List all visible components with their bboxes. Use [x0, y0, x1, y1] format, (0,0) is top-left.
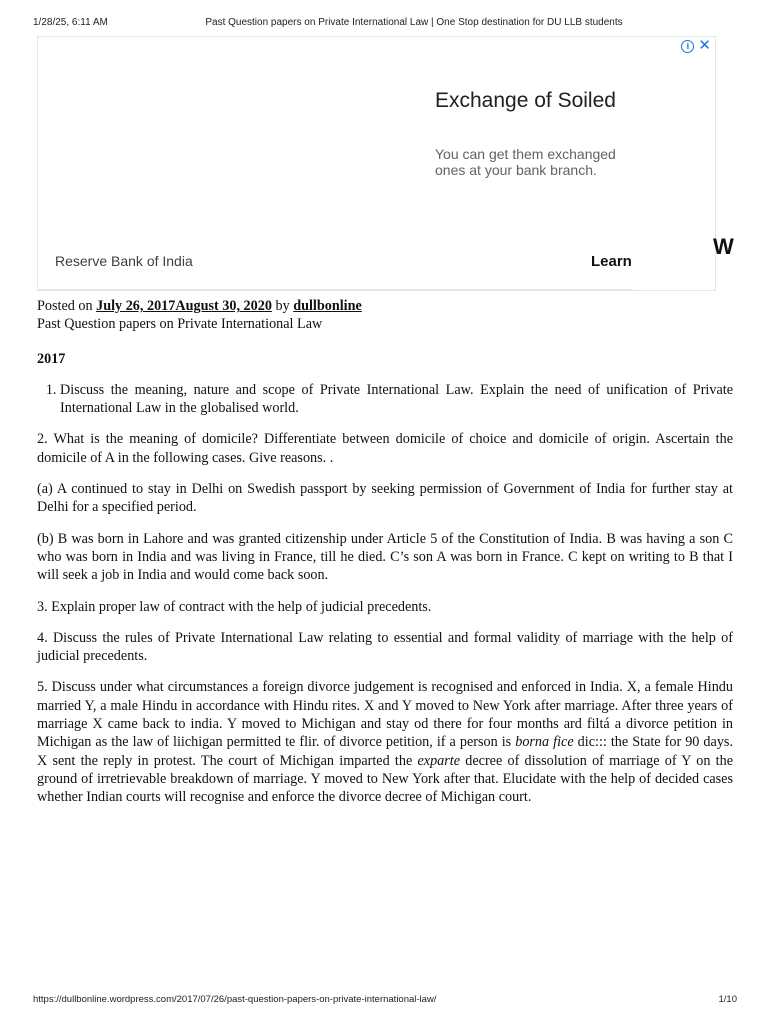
- question-5: [37, 678, 733, 806]
- print-url: https://dullbonline.wordpress.com/2017/07/26/past-question-papers-on-private-international-law/: [33, 994, 437, 1005]
- ad-controls: [681, 39, 711, 53]
- post-title: Past Question papers on Private International Law: [37, 316, 323, 333]
- print-datetime: 1/28/25, 6:11 AM: [33, 17, 108, 28]
- question-5-text: decree of dissolution of marriage of Y on the ground of irretrievable breakdown of marriage. Y moved to New York after that. Elucidate with the help of decided cases whether Indian courts will recognise and enforce the divorce decree of Michigan court.: [37, 752, 733, 806]
- question-2b: (b) B was born in Lahore and was granted citizenship under Article 5 of the Constitution of India. B was having a son C who was born in India and was living in France, till he died. C’s son A was born in France. C kept on writing to B that I will seek a job in India and would come back soon.: [37, 530, 733, 584]
- print-page-title: Past Question papers on Private International Law | One Stop destination for DU LLB students: [205, 17, 623, 28]
- question-2: 2. What is the meaning of domicile? Differentiate between domicile of choice and domicile of origin. Ascertain the domicile of A in the following cases. Give reasons. .: [37, 431, 733, 466]
- post-date-link[interactable]: July 26, 2017August 30, 2020: [96, 298, 272, 314]
- by-label: by: [275, 298, 290, 314]
- ad-divider: [38, 289, 633, 290]
- ad-learn-button[interactable]: Learn: [591, 253, 632, 270]
- info-icon[interactable]: i: [681, 40, 694, 53]
- page-number: 1/10: [718, 994, 737, 1005]
- advertisement-banner[interactable]: [37, 36, 734, 291]
- ad-body-text: You can get them exchanged ones at your bank branch.: [435, 146, 616, 178]
- author-link[interactable]: dullbonline: [293, 298, 362, 314]
- question-4: 4. Discuss the rules of Private International Law relating to essential and formal validity of marriage with the help of judicial precedents.: [37, 629, 733, 665]
- post-meta: [37, 297, 733, 315]
- question-5-latin-term: borna fice: [515, 734, 574, 751]
- question-5-text: dic::: the State for 90 days. X sent the reply in protest. The court of Michigan imparted the: [37, 734, 733, 769]
- question-list: [37, 381, 733, 418]
- ad-advertiser[interactable]: Reserve Bank of India: [55, 253, 193, 269]
- question-2a: (a) A continued to stay in Delhi on Swedish passport by seeking permission of Government of India for further stay at Delhi for a specified period.: [37, 481, 733, 516]
- year-heading: 2017: [37, 350, 66, 367]
- ad-clipped-text: W: [713, 234, 734, 259]
- print-header: [0, 0, 768, 30]
- ad-headline[interactable]: Exchange of Soiled: [435, 89, 616, 112]
- question-3: 3. Explain proper law of contract with the help of judicial precedents.: [37, 598, 432, 615]
- question-1: 1. Discuss the meaning, nature and scope of Private International Law. Explain the need of unification of Private International Law in the globalised world.: [60, 381, 733, 418]
- close-icon[interactable]: ✕: [698, 37, 711, 54]
- post-content: [37, 297, 733, 807]
- question-5-text: 5. Discuss under what circumstances a foreign divorce judgement is recognised and enforced in India. X, a female Hindu married Y, a male Hindu in accordance with Hindu rites. X and Y moved to New York after marriage. After three years of marriage X came back to india. Y moved to Michigan and stay od there for four months ard filtá a divorce petition in Michigan as the law of liichigan permitted te flir. of divorce petition, if a person is: [37, 679, 733, 751]
- posted-on-label: Posted on: [37, 298, 93, 314]
- question-5-legal-term: exparte: [417, 752, 461, 769]
